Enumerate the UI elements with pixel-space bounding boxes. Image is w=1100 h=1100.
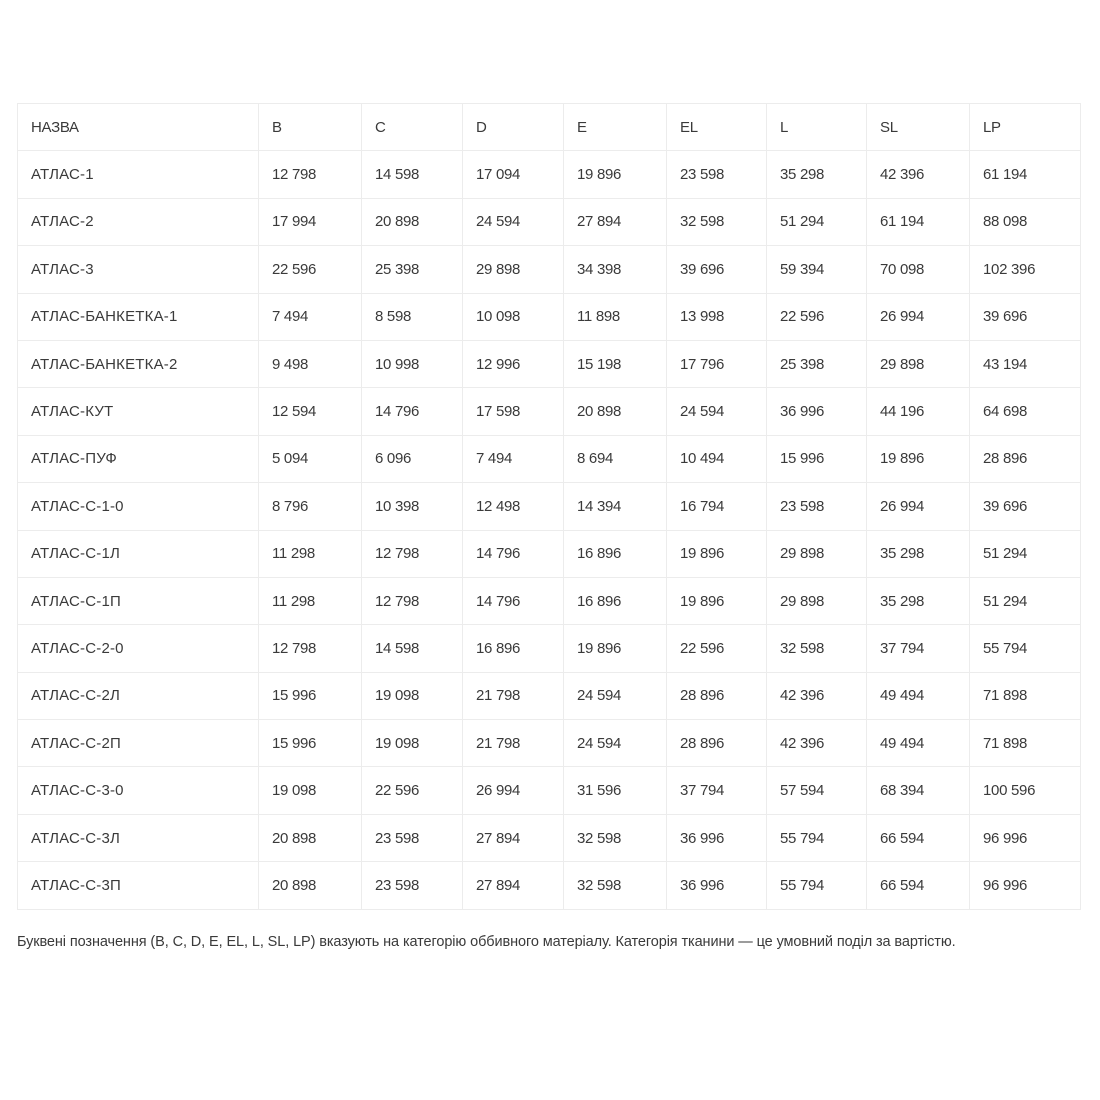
- column-header-c: C: [362, 104, 463, 151]
- price-cell: 31 596: [564, 767, 667, 814]
- price-cell: 22 596: [767, 293, 867, 340]
- price-cell: 64 698: [970, 388, 1081, 435]
- price-cell: 12 798: [259, 151, 362, 198]
- price-cell: 24 594: [463, 198, 564, 245]
- price-cell: 12 798: [362, 577, 463, 624]
- price-cell: 35 298: [867, 577, 970, 624]
- price-cell: 7 494: [463, 435, 564, 482]
- price-cell: 16 896: [564, 530, 667, 577]
- price-cell: 102 396: [970, 246, 1081, 293]
- price-cell: 20 898: [362, 198, 463, 245]
- table-row: [18, 198, 1081, 245]
- product-name-cell: АТЛАС-2: [18, 198, 259, 245]
- price-cell: 55 794: [767, 814, 867, 861]
- price-cell: 29 898: [767, 577, 867, 624]
- price-cell: 96 996: [970, 862, 1081, 909]
- column-header-el: EL: [667, 104, 767, 151]
- price-cell: 19 896: [667, 577, 767, 624]
- price-cell: 19 896: [564, 625, 667, 672]
- price-table: [17, 103, 1081, 910]
- price-cell: 16 794: [667, 483, 767, 530]
- price-cell: 35 298: [867, 530, 970, 577]
- price-cell: 12 996: [463, 340, 564, 387]
- product-name-cell: АТЛАС-3: [18, 246, 259, 293]
- price-cell: 12 798: [259, 625, 362, 672]
- price-cell: 22 596: [667, 625, 767, 672]
- price-cell: 28 896: [667, 720, 767, 767]
- price-cell: 11 298: [259, 530, 362, 577]
- table-row: [18, 388, 1081, 435]
- product-name-cell: АТЛАС-С-3П: [18, 862, 259, 909]
- table-row: [18, 814, 1081, 861]
- price-cell: 8 598: [362, 293, 463, 340]
- product-name-cell: АТЛАС-С-3Л: [18, 814, 259, 861]
- column-header-d: D: [463, 104, 564, 151]
- price-cell: 70 098: [867, 246, 970, 293]
- price-cell: 24 594: [564, 672, 667, 719]
- price-cell: 17 094: [463, 151, 564, 198]
- price-cell: 11 898: [564, 293, 667, 340]
- price-cell: 66 594: [867, 862, 970, 909]
- price-cell: 22 596: [362, 767, 463, 814]
- price-cell: 61 194: [867, 198, 970, 245]
- column-header-name: НАЗВА: [18, 104, 259, 151]
- table-row: [18, 577, 1081, 624]
- price-cell: 15 198: [564, 340, 667, 387]
- price-cell: 10 098: [463, 293, 564, 340]
- price-cell: 22 596: [259, 246, 362, 293]
- header-row: [18, 104, 1081, 151]
- price-cell: 25 398: [767, 340, 867, 387]
- price-cell: 100 596: [970, 767, 1081, 814]
- table-row: [18, 862, 1081, 909]
- price-cell: 17 796: [667, 340, 767, 387]
- price-cell: 8 694: [564, 435, 667, 482]
- price-cell: 12 498: [463, 483, 564, 530]
- price-cell: 7 494: [259, 293, 362, 340]
- price-cell: 57 594: [767, 767, 867, 814]
- product-name-cell: АТЛАС-С-1П: [18, 577, 259, 624]
- price-cell: 55 794: [970, 625, 1081, 672]
- table-body: [18, 151, 1081, 909]
- price-cell: 14 796: [362, 388, 463, 435]
- table-row: [18, 435, 1081, 482]
- price-cell: 27 894: [463, 862, 564, 909]
- price-cell: 59 394: [767, 246, 867, 293]
- price-cell: 14 394: [564, 483, 667, 530]
- product-name-cell: АТЛАС-С-3-0: [18, 767, 259, 814]
- table-row: [18, 293, 1081, 340]
- price-cell: 19 896: [564, 151, 667, 198]
- price-cell: 19 098: [362, 720, 463, 767]
- price-cell: 23 598: [362, 862, 463, 909]
- price-cell: 6 096: [362, 435, 463, 482]
- price-cell: 29 898: [867, 340, 970, 387]
- price-cell: 37 794: [667, 767, 767, 814]
- footnote: Буквені позначення (B, C, D, E, EL, L, SL, LP) вказують на категорію оббивного матеріалу. Категорія тканини — це умовний поділ за вартістю.: [17, 934, 956, 950]
- price-cell: 26 994: [867, 293, 970, 340]
- price-cell: 71 898: [970, 672, 1081, 719]
- price-cell: 39 696: [667, 246, 767, 293]
- product-name-cell: АТЛАС-С-1Л: [18, 530, 259, 577]
- price-cell: 24 594: [564, 720, 667, 767]
- product-name-cell: АТЛАС-КУТ: [18, 388, 259, 435]
- price-cell: 68 394: [867, 767, 970, 814]
- price-cell: 20 898: [259, 862, 362, 909]
- price-cell: 32 598: [767, 625, 867, 672]
- price-cell: 32 598: [564, 862, 667, 909]
- price-cell: 49 494: [867, 720, 970, 767]
- price-cell: 15 996: [767, 435, 867, 482]
- price-cell: 27 894: [463, 814, 564, 861]
- price-cell: 16 896: [564, 577, 667, 624]
- price-cell: 24 594: [667, 388, 767, 435]
- price-cell: 23 598: [362, 814, 463, 861]
- product-name-cell: АТЛАС-С-2-0: [18, 625, 259, 672]
- price-cell: 19 098: [362, 672, 463, 719]
- price-cell: 32 598: [564, 814, 667, 861]
- product-name-cell: АТЛАС-С-2Л: [18, 672, 259, 719]
- price-cell: 25 398: [362, 246, 463, 293]
- table-row: [18, 625, 1081, 672]
- price-cell: 14 598: [362, 151, 463, 198]
- price-cell: 36 996: [667, 862, 767, 909]
- price-cell: 23 598: [767, 483, 867, 530]
- price-cell: 17 598: [463, 388, 564, 435]
- product-name-cell: АТЛАС-БАНКЕТКА-1: [18, 293, 259, 340]
- price-cell: 13 998: [667, 293, 767, 340]
- table-row: [18, 246, 1081, 293]
- price-cell: 12 594: [259, 388, 362, 435]
- price-cell: 39 696: [970, 483, 1081, 530]
- price-cell: 17 994: [259, 198, 362, 245]
- price-cell: 11 298: [259, 577, 362, 624]
- product-name-cell: АТЛАС-С-1-0: [18, 483, 259, 530]
- price-cell: 5 094: [259, 435, 362, 482]
- price-cell: 71 898: [970, 720, 1081, 767]
- price-cell: 26 994: [463, 767, 564, 814]
- price-cell: 14 598: [362, 625, 463, 672]
- product-name-cell: АТЛАС-ПУФ: [18, 435, 259, 482]
- table-row: [18, 151, 1081, 198]
- price-cell: 27 894: [564, 198, 667, 245]
- price-cell: 28 896: [667, 672, 767, 719]
- price-cell: 96 996: [970, 814, 1081, 861]
- price-cell: 20 898: [564, 388, 667, 435]
- price-cell: 12 798: [362, 530, 463, 577]
- price-cell: 14 796: [463, 577, 564, 624]
- price-cell: 19 896: [667, 530, 767, 577]
- product-name-cell: АТЛАС-1: [18, 151, 259, 198]
- product-name-cell: АТЛАС-БАНКЕТКА-2: [18, 340, 259, 387]
- column-header-b: B: [259, 104, 362, 151]
- price-cell: 34 398: [564, 246, 667, 293]
- column-header-e: E: [564, 104, 667, 151]
- price-cell: 66 594: [867, 814, 970, 861]
- price-cell: 14 796: [463, 530, 564, 577]
- product-name-cell: АТЛАС-С-2П: [18, 720, 259, 767]
- price-cell: 49 494: [867, 672, 970, 719]
- price-cell: 15 996: [259, 720, 362, 767]
- price-cell: 37 794: [867, 625, 970, 672]
- table-row: [18, 530, 1081, 577]
- price-cell: 26 994: [867, 483, 970, 530]
- price-cell: 29 898: [463, 246, 564, 293]
- price-cell: 42 396: [767, 672, 867, 719]
- price-cell: 42 396: [867, 151, 970, 198]
- price-cell: 10 998: [362, 340, 463, 387]
- price-cell: 36 996: [767, 388, 867, 435]
- price-cell: 39 696: [970, 293, 1081, 340]
- column-header-lp: LP: [970, 104, 1081, 151]
- column-header-sl: SL: [867, 104, 970, 151]
- price-cell: 10 398: [362, 483, 463, 530]
- table-header: [18, 104, 1081, 151]
- price-cell: 23 598: [667, 151, 767, 198]
- price-cell: 29 898: [767, 530, 867, 577]
- column-header-l: L: [767, 104, 867, 151]
- price-cell: 10 494: [667, 435, 767, 482]
- table-row: [18, 483, 1081, 530]
- price-cell: 8 796: [259, 483, 362, 530]
- price-cell: 21 798: [463, 672, 564, 719]
- price-cell: 36 996: [667, 814, 767, 861]
- table-row: [18, 672, 1081, 719]
- price-cell: 42 396: [767, 720, 867, 767]
- price-cell: 43 194: [970, 340, 1081, 387]
- price-cell: 20 898: [259, 814, 362, 861]
- price-cell: 32 598: [667, 198, 767, 245]
- price-cell: 21 798: [463, 720, 564, 767]
- price-cell: 88 098: [970, 198, 1081, 245]
- price-cell: 35 298: [767, 151, 867, 198]
- price-cell: 28 896: [970, 435, 1081, 482]
- price-cell: 51 294: [767, 198, 867, 245]
- price-cell: 15 996: [259, 672, 362, 719]
- price-cell: 44 196: [867, 388, 970, 435]
- price-cell: 51 294: [970, 577, 1081, 624]
- table-row: [18, 720, 1081, 767]
- price-cell: 51 294: [970, 530, 1081, 577]
- price-cell: 19 896: [867, 435, 970, 482]
- price-cell: 9 498: [259, 340, 362, 387]
- price-cell: 19 098: [259, 767, 362, 814]
- table-row: [18, 767, 1081, 814]
- price-cell: 61 194: [970, 151, 1081, 198]
- price-cell: 55 794: [767, 862, 867, 909]
- price-cell: 16 896: [463, 625, 564, 672]
- table-row: [18, 340, 1081, 387]
